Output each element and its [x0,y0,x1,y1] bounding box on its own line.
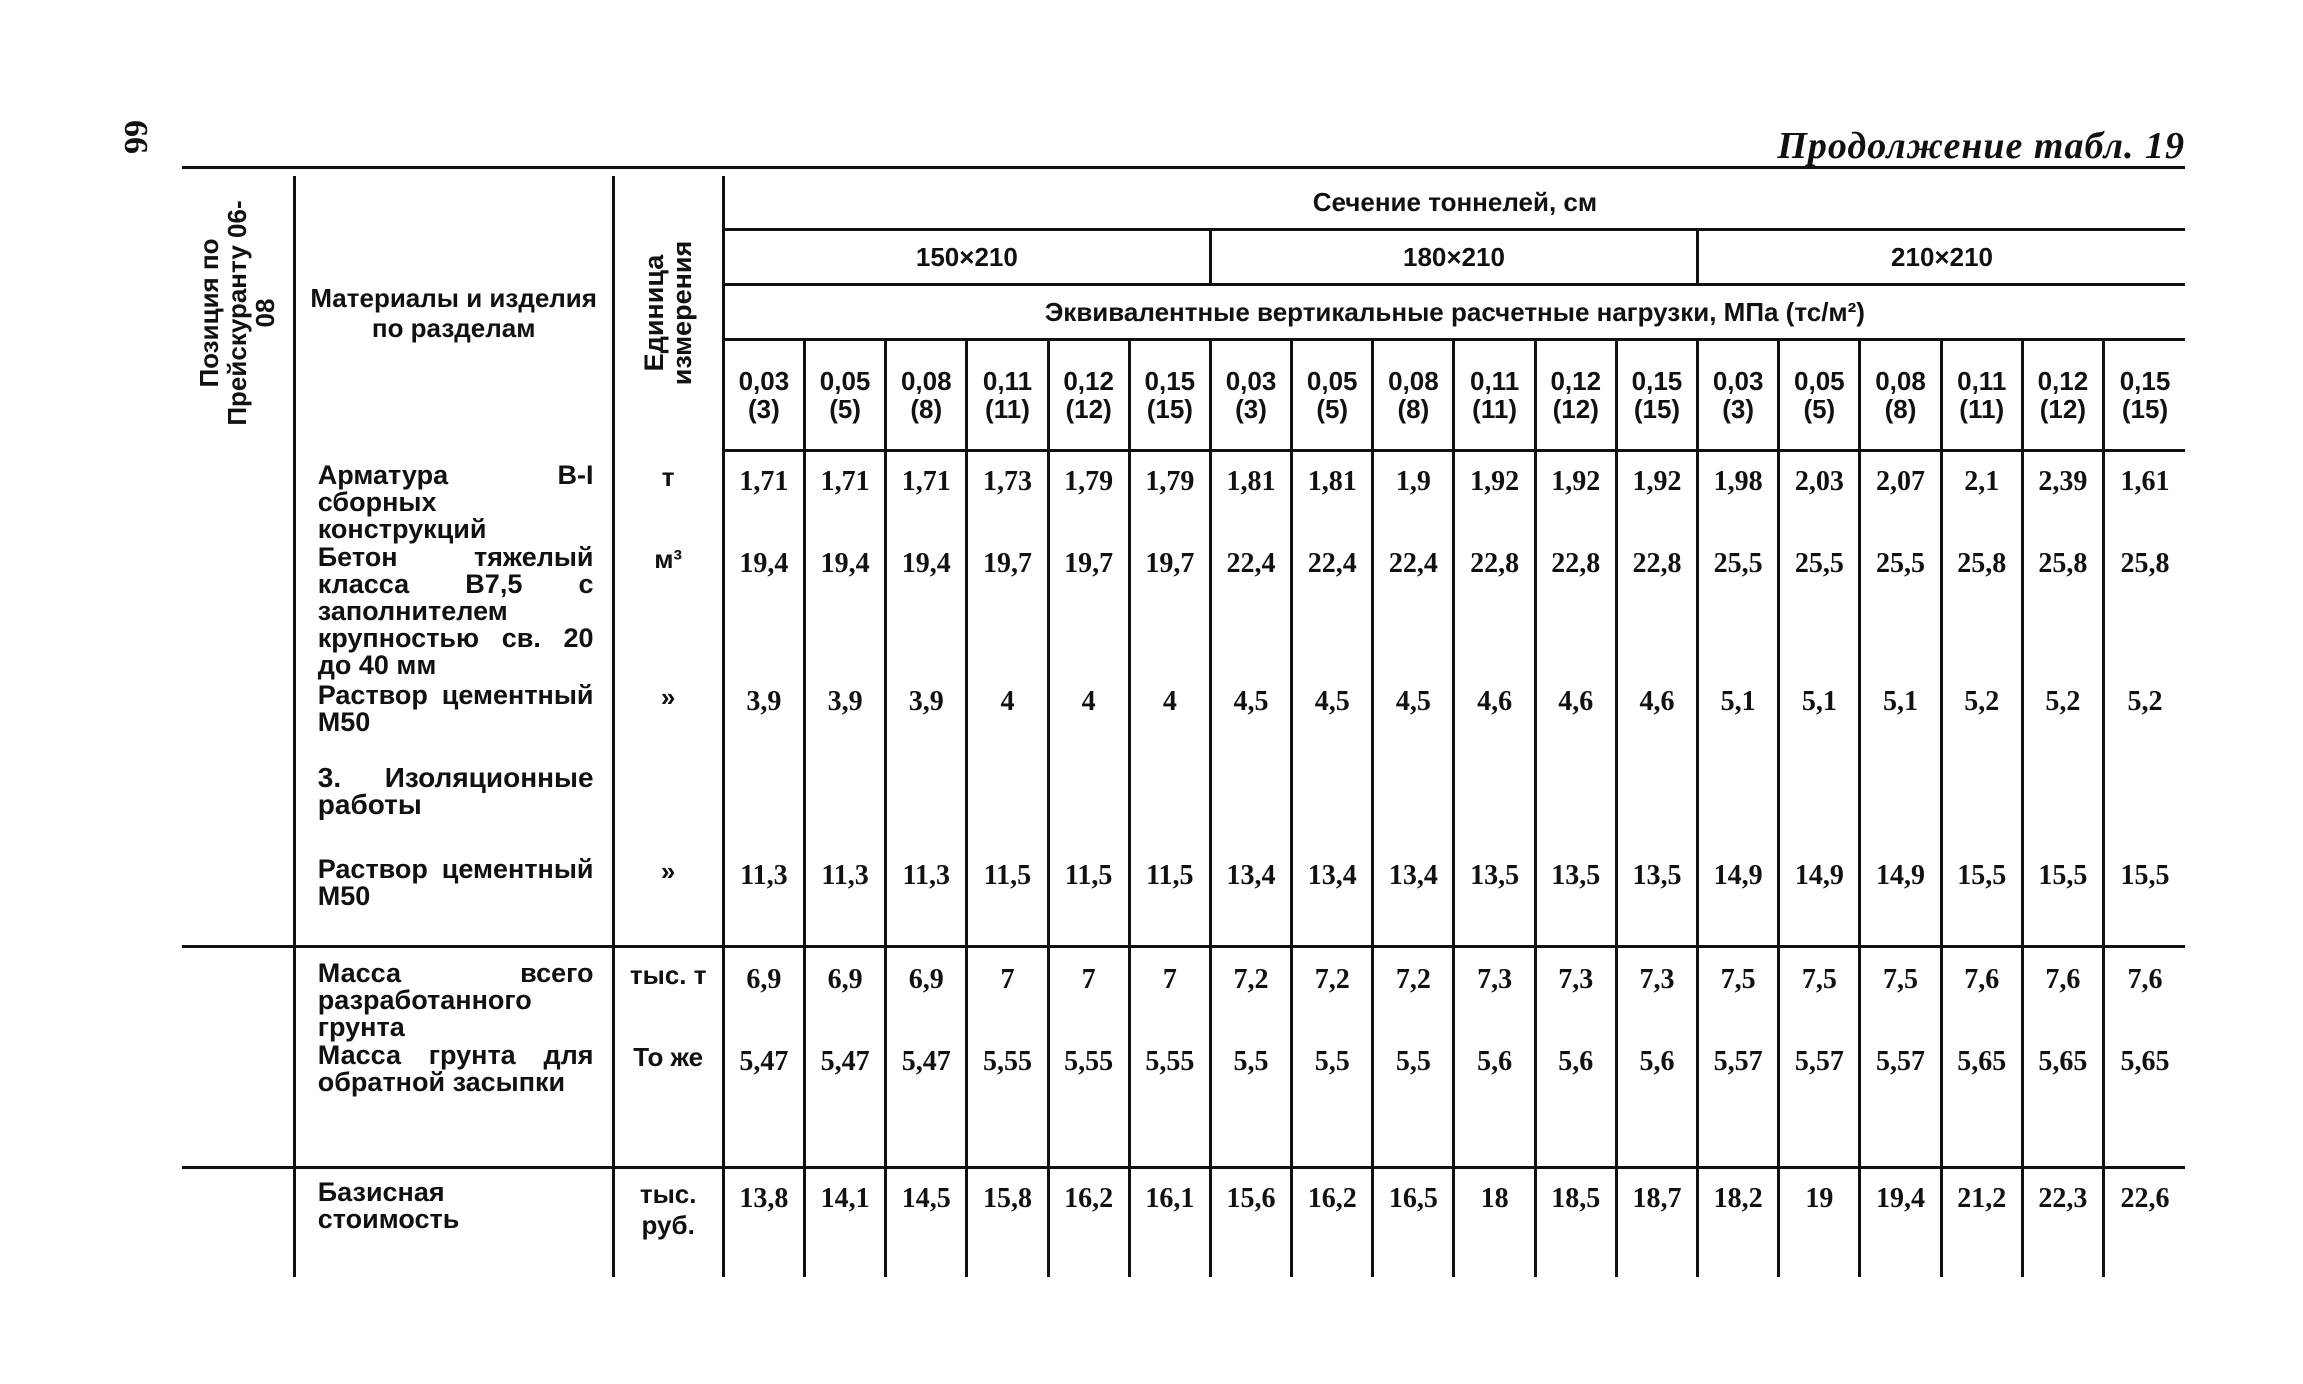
value-cell: 13,5 [1535,856,1616,946]
value-cell: 18,7 [1616,1179,1697,1277]
value-cell: 7,6 [1941,960,2022,1042]
unit-cell: т [613,462,723,544]
load-header-7 [1210,340,1291,451]
value-cell: 5,2 [1941,682,2022,764]
load-value-tc: (12) [2039,394,2087,424]
unit-cell: тыс. т [613,960,723,1042]
data-table [182,176,2185,1277]
table-body [182,451,2185,1278]
load-header-6 [1129,340,1210,451]
load-value-tc: (8) [1397,394,1430,424]
load-header-12 [1616,340,1697,451]
value-cell [967,764,1048,856]
position-cell [182,682,294,764]
table-row [182,764,2185,856]
position-cell [182,462,294,544]
unit-cell: » [613,856,723,946]
value-cell: 1,92 [1616,462,1697,544]
tunnel-section-header: Сечение тоннелей, см [723,176,2185,230]
load-header-10 [1454,340,1535,451]
value-cell: 16,2 [1048,1179,1129,1277]
value-cell: 4 [1129,682,1210,764]
value-cell: 7 [967,960,1048,1042]
value-cell: 7 [1048,960,1129,1042]
load-header-2 [804,340,885,451]
position-cell [182,1179,294,1277]
load-header-18 [2103,340,2185,451]
value-cell: 11,5 [1048,856,1129,946]
value-cell: 19,4 [1860,1179,1941,1277]
value-cell: 4 [1048,682,1129,764]
value-cell: 5,65 [2103,1042,2185,1168]
value-cell: 11,5 [1129,856,1210,946]
load-value-tc: (11) [985,394,1030,424]
value-cell: 14,5 [886,1179,967,1277]
loads-title: Эквивалентные вертикальные расчетные нагрузки, МПа (тс/м²) [723,285,2185,340]
value-cell [1292,764,1373,856]
load-value-tc: (5) [829,394,861,424]
position-header [182,176,294,451]
value-cell: 5,57 [1698,1042,1779,1168]
value-cell: 19,7 [1129,544,1210,682]
value-cell: 6,9 [746,963,782,995]
load-value: 0,12 [2037,366,2089,396]
value-cell: 6,9 [886,960,967,1042]
value-cell: 16,2 [1292,1179,1373,1277]
value-cell: 3,9 [746,686,782,717]
table-row [182,1179,2185,1277]
value-cell [1860,764,1941,856]
position-cell [182,544,294,682]
value-cell: 16,5 [1373,1179,1454,1277]
value-cell: 22,6 [2103,1179,2185,1277]
value-cell: 13,5 [1454,856,1535,946]
load-value-tc: (12) [1065,394,1112,424]
load-value-tc: (15) [1633,394,1681,424]
value-cell: 19,4 [886,544,967,682]
value-cell: 7,2 [1210,960,1291,1042]
value-cell: 15,8 [967,1179,1048,1277]
section-heading: 3. Изоляционные работы [294,764,613,856]
tunnel-section-2: 180×210 [1210,230,1697,285]
unit-cell: » [613,682,723,764]
table-header [182,176,2185,451]
value-cell: 7,5 [1860,960,1941,1042]
load-value-tc: (3) [1722,394,1755,424]
value-cell: 5,65 [2022,1042,2103,1168]
load-header-15 [1860,340,1941,451]
value-cell: 4,6 [1454,682,1535,764]
value-cell: 1,79 [1048,462,1129,544]
value-cell: 19,4 [804,544,885,682]
value-cell: 11,3 [804,856,885,946]
load-value-tc: (12) [1552,394,1599,424]
value-cell: 2,1 [1941,462,2022,544]
value-cell [1373,764,1454,856]
value-cell: 5,55 [967,1042,1048,1168]
value-cell: 15,6 [1210,1179,1291,1277]
value-cell [1454,764,1535,856]
unit-cell: м³ [613,544,723,682]
value-cell: 5,55 [1048,1042,1129,1168]
load-header-1 [723,340,804,451]
value-cell: 22,4 [1373,544,1454,682]
load-header-3 [886,340,967,451]
load-header-9 [1373,340,1454,451]
load-value-tc: (11) [1959,394,2005,424]
value-cell: 1,92 [1454,462,1535,544]
load-value-tc: (5) [1803,394,1836,424]
value-cell: 1,81 [1210,462,1291,544]
value-cell [2022,764,2103,856]
value-cell [1210,764,1291,856]
value-cell [1129,764,1210,856]
table-row [182,1042,2185,1168]
unit-header-text: Единица измерения [639,241,698,386]
value-cell: 7 [1129,960,1210,1042]
load-value: 0,11 [982,366,1033,396]
load-value-tc: (15) [2121,394,2169,424]
value-cell: 1,61 [2103,462,2185,544]
value-cell: 25,8 [1941,544,2022,682]
material-cell: Базисная стоимость [294,1179,613,1277]
load-value: 0,12 [1063,366,1114,396]
material-cell: Арматура B-I сборных конструкций [294,462,613,544]
value-cell: 15,5 [2022,856,2103,946]
value-cell [804,764,885,856]
value-cell [1779,764,1860,856]
load-value-tc: (5) [1316,394,1349,424]
load-value: 0,15 [1144,366,1196,396]
load-value: 0,08 [1388,366,1439,396]
load-header-8 [1292,340,1373,451]
load-header-16 [1941,340,2022,451]
position-cell [182,764,294,856]
value-cell: 2,03 [1779,462,1860,544]
value-cell: 14,1 [804,1179,885,1277]
value-cell [2103,764,2185,856]
value-cell [886,764,967,856]
load-value: 0,05 [1794,366,1845,396]
value-cell: 15,5 [2103,856,2185,946]
value-cell: 5,57 [1779,1042,1860,1168]
tunnel-section-3: 210×210 [1698,230,2185,285]
value-cell: 5,5 [1292,1042,1373,1168]
position-cell [182,1042,294,1168]
load-value-tc: (3) [1235,394,1267,424]
value-cell: 16,1 [1129,1179,1210,1277]
load-header-13 [1698,340,1779,451]
material-cell: Раствор цементный М50 [294,856,613,946]
value-cell: 1,92 [1535,462,1616,544]
load-header-11 [1535,340,1616,451]
table-caption: Продолжение табл. 19 [1777,125,2185,167]
value-cell: 11,3 [886,856,967,946]
value-cell: 2,07 [1860,462,1941,544]
load-value: 0,05 [1306,366,1358,396]
value-cell: 25,5 [1779,544,1860,682]
unit-cell: тыс. руб. [613,1179,723,1277]
value-cell: 7,5 [1779,960,1860,1042]
table-row [182,462,2185,544]
value-cell: 4 [967,682,1048,764]
value-cell: 22,8 [1616,544,1697,682]
tunnel-section-1: 150×210 [723,230,1210,285]
material-cell: Раствор цементный М50 [294,682,613,764]
load-value: 0,11 [1469,366,1520,396]
value-cell: 5,1 [1698,682,1779,764]
unit-cell: То же [613,1042,723,1168]
value-cell: 22,4 [1292,544,1373,682]
value-cell: 7,5 [1698,960,1779,1042]
value-cell: 18,2 [1698,1179,1779,1277]
value-cell: 13,4 [1373,856,1454,946]
value-cell: 25,8 [2022,544,2103,682]
value-cell: 5,6 [1535,1042,1616,1168]
value-cell [1616,764,1697,856]
value-cell: 3,9 [804,682,885,764]
value-cell: 13,5 [1616,856,1697,946]
load-value: 0,05 [819,366,871,396]
value-cell: 22,8 [1454,544,1535,682]
value-cell [1941,764,2022,856]
value-cell: 5,57 [1860,1042,1941,1168]
value-cell: 19 [1779,1179,1860,1277]
load-value-tc: (11) [1472,394,1517,424]
top-rule [182,166,2185,169]
value-cell: 25,5 [1698,544,1779,682]
value-cell: 5,2 [2022,682,2103,764]
value-cell: 4,6 [1616,682,1697,764]
value-cell: 4,5 [1210,682,1291,764]
material-cell: Масса всего разработанного грунта [294,960,613,1042]
value-cell: 7,6 [2103,960,2185,1042]
value-cell: 5,6 [1454,1042,1535,1168]
value-cell: 5,47 [739,1045,789,1077]
load-value-tc: (8) [910,394,943,424]
load-value: 0,03 [738,366,790,396]
value-cell: 6,9 [804,960,885,1042]
table-row [182,960,2185,1042]
load-value: 0,03 [1225,366,1277,396]
load-header-4 [967,340,1048,451]
value-cell: 1,73 [967,462,1048,544]
value-cell: 14,9 [1779,856,1860,946]
value-cell: 19,7 [967,544,1048,682]
value-cell: 5,1 [1779,682,1860,764]
load-value: 0,11 [1957,366,2007,396]
value-cell: 1,81 [1292,462,1373,544]
value-cell: 4,6 [1535,682,1616,764]
value-cell: 5,6 [1616,1042,1697,1168]
table-row [182,856,2185,946]
value-cell: 3,9 [886,682,967,764]
value-cell: 5,5 [1373,1042,1454,1168]
value-cell: 4,5 [1373,682,1454,764]
value-cell: 14,9 [1698,856,1779,946]
value-cell [723,764,804,856]
value-cell: 7,2 [1292,960,1373,1042]
value-cell: 11,3 [740,860,788,891]
value-cell: 1,9 [1373,462,1454,544]
value-cell: 22,4 [1210,544,1291,682]
load-value: 0,15 [2119,366,2171,396]
material-cell: Масса грунта для обратной засыпки [294,1042,613,1168]
table-row [182,544,2185,682]
value-cell: 7,3 [1616,960,1697,1042]
load-header-17 [2022,340,2103,451]
unit-header [613,176,723,451]
value-cell: 7,3 [1535,960,1616,1042]
material-cell: Бетон тяжелый класса В7,5 с заполнителем крупностью св. 20 до 40 мм [294,544,613,682]
value-cell: 25,8 [2103,544,2185,682]
value-cell: 14,9 [1860,856,1941,946]
load-value-tc: (15) [1146,394,1193,424]
materials-header-text: Материалы и изделия по разделам [310,283,597,344]
load-value: 0,12 [1550,366,1602,396]
value-cell: 13,4 [1210,856,1291,946]
value-cell [1698,764,1779,856]
value-cell: 7,3 [1454,960,1535,1042]
value-cell [1535,764,1616,856]
value-cell: 25,5 [1860,544,1941,682]
value-cell: 11,5 [967,856,1048,946]
load-value: 0,08 [900,366,952,396]
load-value: 0,03 [1712,366,1764,396]
value-cell: 1,98 [1698,462,1779,544]
load-value: 0,15 [1631,366,1683,396]
value-cell: 18 [1454,1179,1535,1277]
value-cell: 5,65 [1941,1042,2022,1168]
value-cell: 5,2 [2103,682,2185,764]
load-header-14 [1779,340,1860,451]
value-cell: 7,6 [2022,960,2103,1042]
position-cell [182,856,294,946]
value-cell: 2,39 [2022,462,2103,544]
load-value-tc: (3) [748,394,780,424]
value-cell: 19,4 [739,548,789,579]
value-cell: 1,71 [804,462,885,544]
unit-cell [613,764,723,856]
value-cell: 22,8 [1535,544,1616,682]
load-value: 0,08 [1875,366,1926,396]
load-value-tc: (8) [1884,394,1917,424]
value-cell: 21,2 [1941,1179,2022,1277]
value-cell: 13,8 [739,1183,789,1214]
value-cell: 5,47 [886,1042,967,1168]
value-cell: 18,5 [1535,1179,1616,1277]
value-cell: 1,79 [1129,462,1210,544]
value-cell: 1,71 [886,462,967,544]
value-cell: 5,5 [1210,1042,1291,1168]
value-cell [1048,764,1129,856]
value-cell: 5,55 [1129,1042,1210,1168]
value-cell: 19,7 [1048,544,1129,682]
value-cell: 5,1 [1860,682,1941,764]
table-row [182,682,2185,764]
value-cell: 1,71 [739,466,789,497]
value-cell: 13,4 [1292,856,1373,946]
position-cell [182,960,294,1042]
load-header-5 [1048,340,1129,451]
materials-header [294,176,613,451]
value-cell: 7,2 [1373,960,1454,1042]
page-number: 66 [117,120,154,154]
value-cell: 15,5 [1941,856,2022,946]
value-cell: 22,3 [2022,1179,2103,1277]
value-cell: 5,47 [804,1042,885,1168]
value-cell: 4,5 [1292,682,1373,764]
position-header-text: Позиция по Прейскуранту 06-08 [194,200,281,426]
row-gap [182,1169,2185,1179]
